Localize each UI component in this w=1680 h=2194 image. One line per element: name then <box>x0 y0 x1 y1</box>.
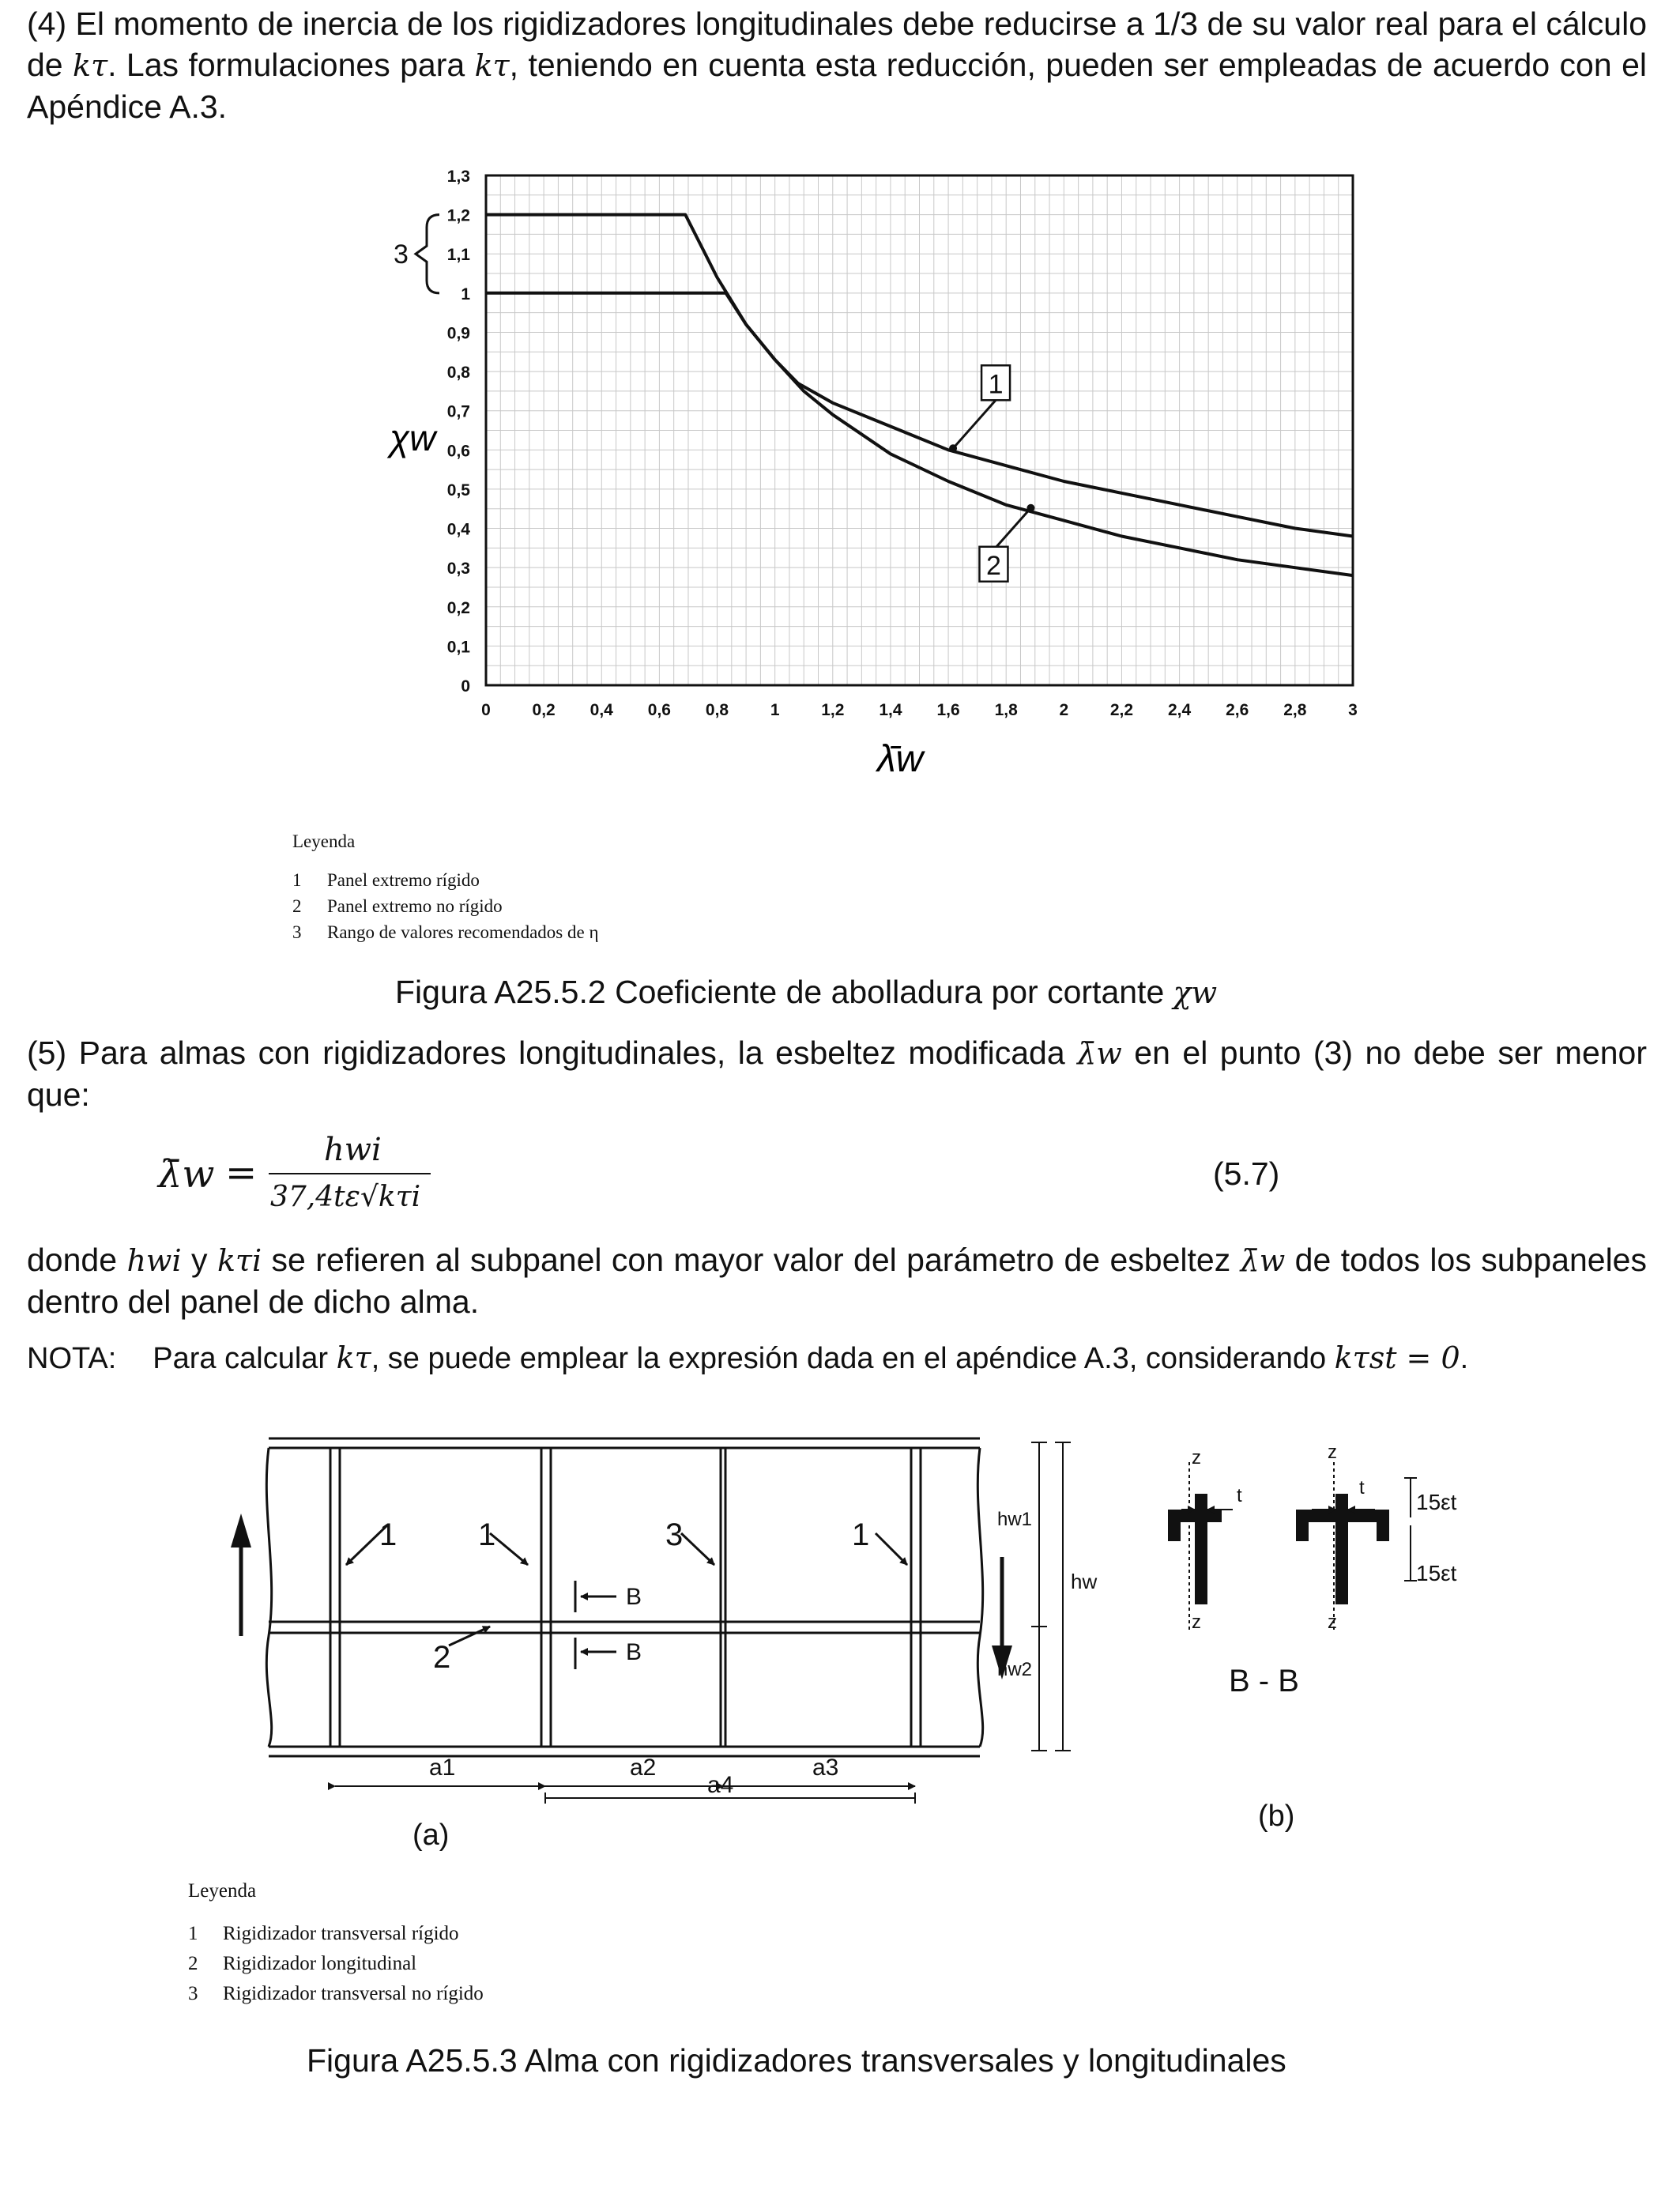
symbol-k-tau: kτ <box>73 48 108 83</box>
y-tick-label: 1,2 <box>446 206 470 225</box>
note-label: NOTA: <box>27 1342 117 1375</box>
symbol-k-tau: kτ <box>474 48 510 83</box>
legend-2-item: 1 Rigidizador transversal rígido <box>188 1923 459 1944</box>
figure-caption-1: Figura A25.5.2 Coeficiente de abolladura por cortante χw <box>395 974 1218 1010</box>
y-tick-label: 0,9 <box>446 324 470 343</box>
y-tick-label: 0,3 <box>446 560 470 579</box>
width-15et: 15εt <box>1416 1561 1457 1585</box>
figure-caption-2: Figura A25.5.3 Alma con rigidizadores transversales y longitudinales <box>307 2042 1286 2079</box>
y-tick-label: 1,1 <box>446 246 470 265</box>
range-bracket-label: 3 <box>394 239 409 270</box>
x-tick-label: 0,8 <box>705 701 729 719</box>
paragraph-where: donde hwi y kτi se refieren al subpanel con mayor valor del parámetro de esbeltez λ̄w de todos los subpaneles dentro del panel de dicho alma. <box>27 1242 1647 1320</box>
legend-2-item: 2 Rigidizador longitudinal <box>188 1953 417 1974</box>
note: NOTA: Para calcular kτ, se puede emplear la expresión dada en el apéndice A.3, considerando kτst = 0. <box>27 1340 1469 1375</box>
y-axis-label: χw <box>390 417 436 458</box>
y-tick-label: 0,8 <box>446 364 470 383</box>
equation-5-7 <box>158 1132 1580 1227</box>
label-1: 1 <box>379 1517 397 1552</box>
subfigure-a: (a) <box>412 1819 450 1852</box>
equation-denominator: 37,4tε√kτi <box>270 1181 421 1213</box>
y-tick-label: 0,7 <box>446 402 470 421</box>
legend-2-title: Leyenda <box>188 1880 257 1902</box>
x-tick-label: 1,2 <box>821 701 845 719</box>
x-tick-label: 1 <box>770 701 780 719</box>
x-tick-label: 2 <box>1059 701 1069 719</box>
x-tick-label: 1,8 <box>994 701 1018 719</box>
axis-z: z <box>1328 1612 1337 1633</box>
paragraph-4: (4) El momento de inercia de los rigidizadores longitudinales debe reducirse a 1/3 de su valor real para el cálculo de kτ. Las formulaciones para kτ, teniendo en cuenta esta reducción, pueden ser empleadas de acuerdo con el Apéndice A.3. <box>27 6 1647 125</box>
x-tick-label: 3 <box>1348 701 1358 719</box>
x-tick-label: 2,2 <box>1109 701 1134 719</box>
callout-line <box>953 400 996 448</box>
callout-arrowhead <box>949 444 957 452</box>
x-axis-label: λ̄w <box>877 738 924 780</box>
chart-grid <box>486 175 1353 685</box>
section-mark-b: B <box>626 1639 642 1665</box>
dim-hw1: hw1 <box>997 1509 1033 1530</box>
legend-1-item: 2 Panel extremo no rígido <box>292 896 503 916</box>
dim-a3: a3 <box>812 1755 839 1781</box>
x-tick-label: 0,2 <box>532 701 556 719</box>
legend-2 <box>188 1876 484 2009</box>
axis-z: z <box>1192 1447 1201 1468</box>
callout-arrowhead <box>1026 504 1034 512</box>
legend-1-item: 3 Rango de valores recomendados de η <box>292 922 599 942</box>
y-tick-label: 0 <box>461 677 470 696</box>
subfigure-b: (b) <box>1258 1800 1295 1833</box>
shear-buckling-chart <box>0 150 1680 798</box>
y-tick-label: 0,6 <box>446 442 470 461</box>
chart-tick-labels <box>447 168 1358 719</box>
equation-lhs: λ̄w <box>158 1152 215 1197</box>
thickness-t: t <box>1359 1477 1365 1498</box>
equation-number: (5.7) <box>1213 1155 1280 1192</box>
label-2: 2 <box>433 1640 451 1675</box>
y-tick-label: 1,3 <box>446 168 470 186</box>
range-bracket <box>416 215 439 293</box>
label-1: 1 <box>852 1517 870 1552</box>
x-tick-label: 2,6 <box>1226 701 1249 719</box>
y-tick-label: 0,4 <box>446 520 470 539</box>
x-tick-label: 0,6 <box>647 701 672 719</box>
dim-a2: a2 <box>630 1755 657 1781</box>
y-tick-label: 1 <box>461 285 470 303</box>
legend-2-item: 3 Rigidizador transversal no rígido <box>188 1983 484 2004</box>
legend-1-title: Leyenda <box>292 831 356 851</box>
thickness-t: t <box>1237 1485 1242 1506</box>
y-tick-label: 0,1 <box>446 638 470 657</box>
x-tick-label: 1,4 <box>879 701 902 719</box>
dim-a1: a1 <box>429 1755 456 1781</box>
legend-1 <box>292 828 599 945</box>
dim-hw2: hw2 <box>997 1659 1033 1680</box>
x-tick-label: 2,8 <box>1283 701 1307 719</box>
x-tick-label: 1,6 <box>936 701 960 719</box>
x-tick-label: 0 <box>481 701 491 719</box>
paragraph-5: (5) Para almas con rigidizadores longitudinales, la esbeltez modificada λ̄w en el punto (3) no debe ser menor que: <box>27 1035 1648 1113</box>
stiffened-web-figure <box>0 1415 1680 1857</box>
label-1: 1 <box>478 1517 496 1552</box>
x-tick-label: 2,4 <box>1167 701 1192 719</box>
dim-hw: hw <box>1071 1570 1098 1593</box>
label-3: 3 <box>665 1517 684 1552</box>
equation-equals: = <box>225 1151 258 1195</box>
callout-line <box>993 508 1030 550</box>
y-tick-label: 0,5 <box>446 481 470 499</box>
section-bb: B - B <box>1229 1664 1299 1698</box>
callout-label: 1 <box>988 369 1004 400</box>
y-tick-label: 0,2 <box>446 598 470 617</box>
section-mark-b: B <box>626 1584 642 1610</box>
fraction-bar <box>269 1173 431 1174</box>
dim-a4: a4 <box>707 1772 734 1798</box>
axis-z: z <box>1328 1442 1337 1463</box>
width-15et: 15εt <box>1416 1490 1457 1514</box>
callout-label: 2 <box>985 550 1001 581</box>
axis-z: z <box>1192 1612 1201 1633</box>
x-tick-label: 0,4 <box>590 701 613 719</box>
legend-1-item: 1 Panel extremo rígido <box>292 870 480 890</box>
equation-numerator: hwi <box>324 1132 382 1168</box>
